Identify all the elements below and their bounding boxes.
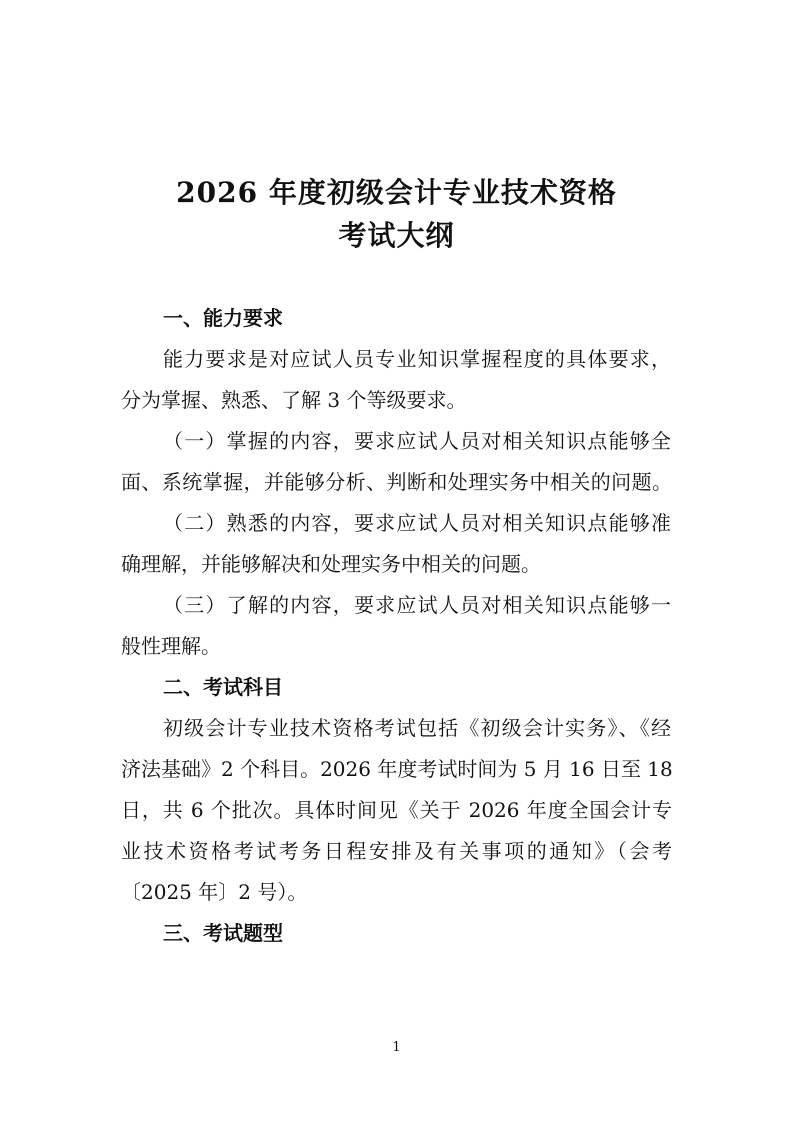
paragraph-line: 日，共 6 个批次。具体时间见《关于 2026 年度全国会计专 xyxy=(121,798,672,822)
section-heading-ability-requirements: 一、能力要求 xyxy=(163,306,283,330)
document-title-line-2: 考试大纲 xyxy=(338,219,455,252)
paragraph-line: 初级会计专业技术资格考试包括《初级会计实务》、《经 xyxy=(163,716,671,740)
section-heading-exam-subjects: 二、考试科目 xyxy=(163,675,283,699)
section-heading-exam-question-types: 三、考试题型 xyxy=(163,921,283,945)
paragraph-line: 确理解，并能够解决和处理实务中相关的问题。 xyxy=(121,552,541,576)
paragraph-line: （二）熟悉的内容，要求应试人员对相关知识点能够准 xyxy=(163,511,671,535)
paragraph-line: 业技术资格考试考务日程安排及有关事项的通知》（会考 xyxy=(121,839,672,863)
page-number: 1 xyxy=(392,1040,401,1055)
document-title-line-1: 2026 年度初级会计专业技术资格 xyxy=(176,176,617,209)
paragraph-line: 分为掌握、熟悉、了解 3 个等级要求。 xyxy=(121,388,467,412)
paragraph-line: 能力要求是对应试人员专业知识掌握程度的具体要求， xyxy=(163,347,671,371)
paragraph-line: 面、系统掌握，并能够分析、判断和处理实务中相关的问题。 xyxy=(121,470,672,494)
paragraph-line: （三）了解的内容，要求应试人员对相关知识点能够一 xyxy=(163,593,671,617)
paragraph-line: 般性理解。 xyxy=(121,634,221,658)
paragraph-line: 〔2025 年〕2 号）。 xyxy=(121,880,308,904)
paragraph-line: 济法基础》2 个科目。2026 年度考试时间为 5 月 16 日至 18 xyxy=(121,757,673,781)
paragraph-line: （一）掌握的内容，要求应试人员对相关知识点能够全 xyxy=(163,429,671,453)
